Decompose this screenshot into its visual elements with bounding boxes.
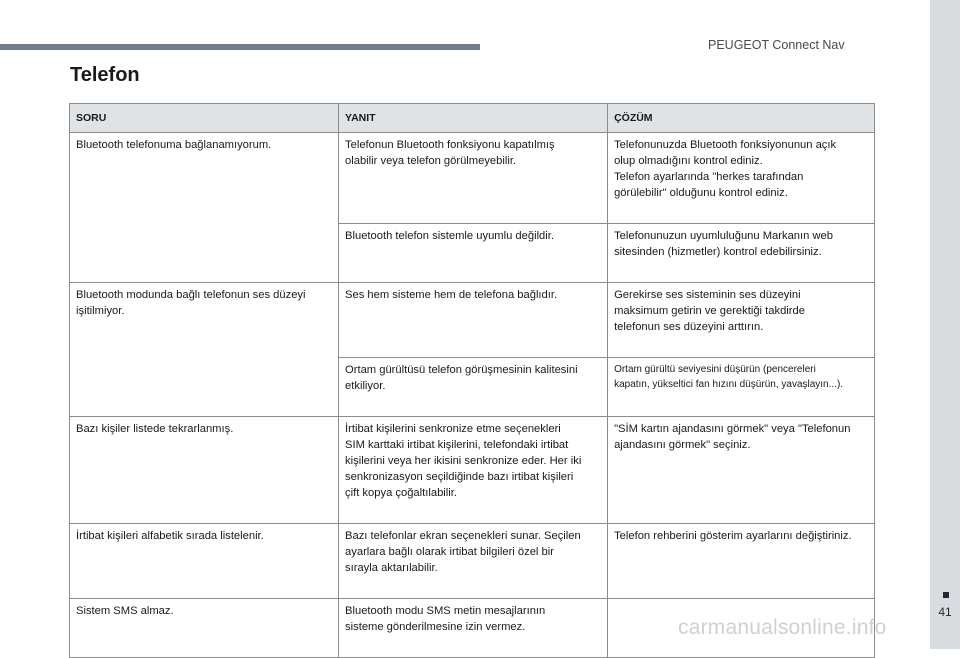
question-cell: Sistem SMS almaz. <box>70 599 339 658</box>
watermark: carmanualsonline.info <box>678 616 887 639</box>
answer-cell: İrtibat kişilerini senkronize etme seçenekleri SIM karttaki irtibat kişilerini, telefondaki irtibat kişilerini veya her ikisini senkronize eder. Her iki senkronizasyon seçildiğinde bazı irtibat kişileri çift kopya çoğaltılabilir. <box>339 417 608 524</box>
column-header-answer: YANIT <box>339 104 608 133</box>
side-strip <box>930 0 960 649</box>
solution-cell: Gerekirse ses sisteminin ses düzeyini maksimum getirin ve gerektiği takdirde telefonun ses düzeyini arttırın. <box>608 283 875 358</box>
question-cell: Bazı kişiler listede tekrarlanmış. <box>70 417 339 524</box>
header-brand: PEUGEOT Connect Nav <box>708 38 845 52</box>
answer-cell: Bluetooth modu SMS metin mesajlarının sisteme gönderilmesine izin vermez. <box>339 599 608 658</box>
answer-cell: Bluetooth telefon sistemle uyumlu değildir. <box>339 224 608 283</box>
question-cell: Bluetooth telefonuma bağlanamıyorum. <box>70 133 339 283</box>
solution-cell: Telefonunuzun uyumluluğunu Markanın web sitesinden (hizmetler) kontrol edebilirsiniz. <box>608 224 875 283</box>
answer-cell: Bazı telefonlar ekran seçenekleri sunar. Seçilen ayarlara bağlı olarak irtibat bilgileri özel bir sırayla aktarılabilir. <box>339 524 608 599</box>
table-row <box>70 417 875 524</box>
table-header-row <box>70 104 875 133</box>
table-row <box>70 524 875 599</box>
solution-cell: Ortam gürültü seviyesini düşürün (pencereleri kapatın, yükseltici fan hızını düşürün, yavaşlayın...). <box>608 358 875 417</box>
table-row <box>70 283 875 358</box>
answer-cell: Ortam gürültüsü telefon görüşmesinin kalitesini etkiliyor. <box>339 358 608 417</box>
answer-cell: Ses hem sisteme hem de telefona bağlıdır. <box>339 283 608 358</box>
solution-cell: Telefon rehberini gösterim ayarlarını değiştiriniz. <box>608 524 875 599</box>
page-title: Telefon <box>70 64 140 86</box>
solution-cell: "SİM kartın ajandasını görmek" veya "Telefonun ajandasını görmek" seçiniz. <box>608 417 875 524</box>
column-header-solution: ÇÖZÜM <box>608 104 875 133</box>
header-rule <box>0 44 480 50</box>
question-cell: Bluetooth modunda bağlı telefonun ses düzeyi işitilmiyor. <box>70 283 339 417</box>
faq-table <box>69 103 875 658</box>
table-row <box>70 133 875 224</box>
column-header-question: SORU <box>70 104 339 133</box>
solution-cell: Telefonunuzda Bluetooth fonksiyonunun açık olup olmadığını kontrol ediniz. Telefon ayarlarında "herkes tarafından görülebilir" olduğunu kontrol ediniz. <box>608 133 875 224</box>
question-cell: İrtibat kişileri alfabetik sırada listelenir. <box>70 524 339 599</box>
page-marker <box>943 592 949 598</box>
answer-cell: Telefonun Bluetooth fonksiyonu kapatılmış olabilir veya telefon görülmeyebilir. <box>339 133 608 224</box>
page-number: 41 <box>938 605 952 619</box>
